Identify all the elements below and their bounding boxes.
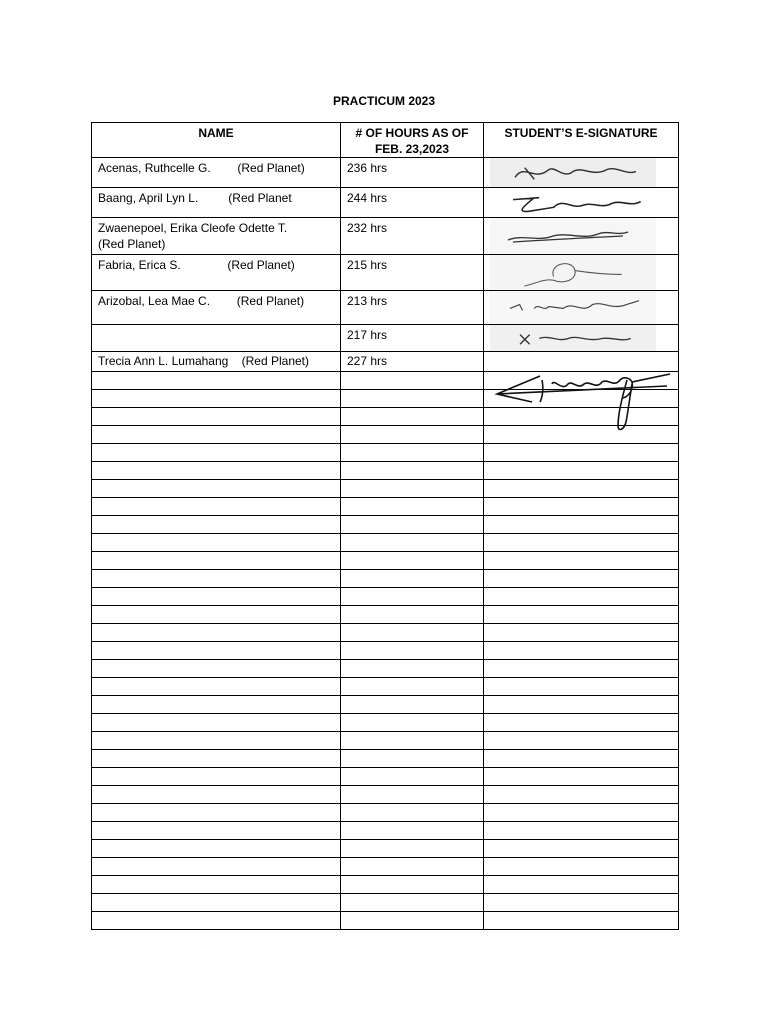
table-row	[92, 732, 679, 750]
student-name: Acenas, Ruthcelle G. (Red Planet)	[98, 161, 305, 175]
header-hours	[341, 123, 484, 158]
signature-image	[490, 291, 656, 324]
signature-image	[490, 188, 656, 217]
table-row	[92, 588, 679, 606]
student-name: Arizobal, Lea Mae C. (Red Planet)	[98, 294, 305, 308]
table-row	[92, 768, 679, 786]
signature-image	[490, 325, 656, 351]
table-row	[92, 660, 679, 678]
signature-image	[490, 158, 656, 187]
table-row	[92, 534, 679, 552]
student-name: Zwaenepoel, Erika Cleofe Odette T.	[98, 221, 288, 235]
table-row	[92, 858, 679, 876]
signature-cell	[484, 255, 679, 291]
student-name: Baang, April Lyn L. (Red Planet	[98, 191, 292, 205]
header-hours-line1: # OF HOURS AS OF	[355, 126, 469, 140]
header-name: NAME	[92, 123, 341, 158]
table-row	[92, 480, 679, 498]
table-row	[92, 255, 679, 291]
header-hours-line2: FEB. 23,2023	[374, 142, 450, 156]
page-title: PRACTICUM 2023	[332, 94, 436, 108]
student-hours: 215 hrs	[347, 258, 388, 272]
table-row	[92, 552, 679, 570]
table-header-row	[92, 123, 679, 158]
student-name-line2: (Red Planet)	[98, 237, 166, 251]
student-hours: 217 hrs	[347, 328, 388, 342]
table-row	[92, 642, 679, 660]
table-row	[92, 714, 679, 732]
table-row	[92, 786, 679, 804]
table-row	[92, 696, 679, 714]
signature-image	[490, 218, 656, 254]
table-row	[92, 678, 679, 696]
signature-cell	[484, 188, 679, 218]
table-row	[92, 498, 679, 516]
student-hours: 236 hrs	[347, 161, 388, 175]
table-row	[92, 218, 679, 255]
table-row	[92, 325, 679, 352]
student-name: Trecia Ann L. Lumahang (Red Planet)	[98, 354, 310, 368]
table-row	[92, 804, 679, 822]
table-row	[92, 876, 679, 894]
table-row	[92, 750, 679, 768]
table-row	[92, 840, 679, 858]
signature-image-lumahang	[492, 368, 672, 432]
student-name	[92, 325, 340, 329]
signature-cell	[484, 291, 679, 325]
signature-cell	[484, 218, 679, 255]
table-row	[92, 912, 679, 930]
table-row	[92, 570, 679, 588]
table-row	[92, 624, 679, 642]
table-row	[92, 444, 679, 462]
table-row	[92, 894, 679, 912]
table-row	[92, 462, 679, 480]
signature-cell	[484, 325, 679, 352]
hours-table	[91, 122, 679, 930]
table-row	[92, 516, 679, 534]
table-row	[92, 158, 679, 188]
table-row	[92, 291, 679, 325]
table-row	[92, 188, 679, 218]
header-signature: STUDENT’S E-SIGNATURE	[484, 123, 679, 158]
student-hours: 227 hrs	[347, 354, 388, 368]
student-hours: 232 hrs	[347, 221, 388, 235]
table-row	[92, 822, 679, 840]
signature-cell	[484, 158, 679, 188]
table-row	[92, 606, 679, 624]
student-hours: 213 hrs	[347, 294, 388, 308]
signature-image	[490, 255, 656, 290]
student-name: Fabria, Erica S. (Red Planet)	[98, 258, 295, 272]
student-hours: 244 hrs	[347, 191, 388, 205]
